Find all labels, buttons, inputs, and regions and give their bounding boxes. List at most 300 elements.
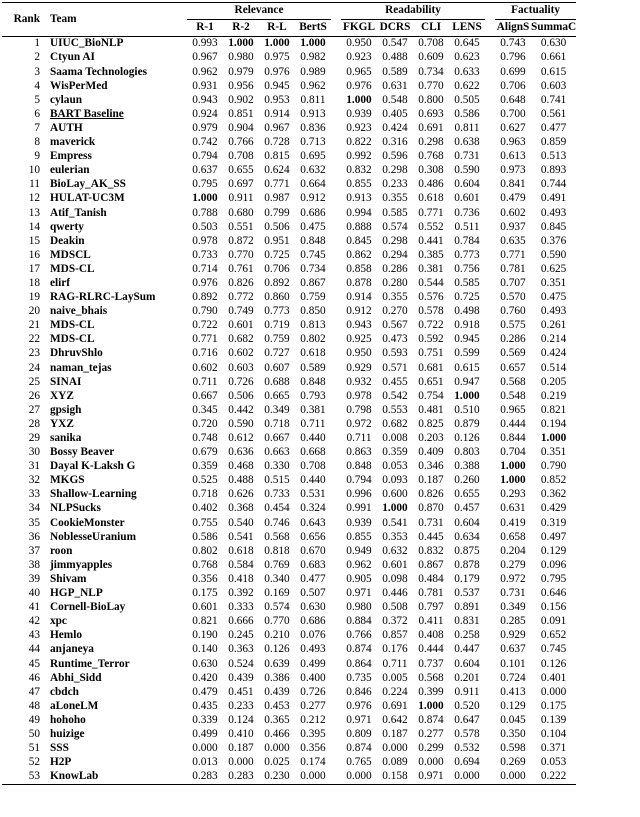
table-row xyxy=(2,657,576,671)
team-cell: Hemlo xyxy=(50,629,82,642)
metric-cell-fkgl: 0.832 xyxy=(346,164,372,177)
metric-cell-fkgl: 0.863 xyxy=(346,446,372,459)
team-cell: aLoneLM xyxy=(50,699,99,712)
metric-cell-lens: 0.879 xyxy=(454,417,480,430)
metric-cell-aligns: 0.548 xyxy=(500,389,526,402)
metric-cell-summac: 0.615 xyxy=(540,65,567,78)
metric-cell-fkgl: 0.858 xyxy=(346,262,372,275)
metric-cell-summac: 0.261 xyxy=(540,319,567,332)
table-row xyxy=(2,65,576,79)
metric-cell-summac: 0.661 xyxy=(540,51,567,64)
metric-cell-fkgl: 0.766 xyxy=(346,629,372,642)
metric-cell-lens: 0.604 xyxy=(454,657,480,670)
rank-cell: 42 xyxy=(28,615,40,628)
metric-cell-dcrs: 0.488 xyxy=(382,51,408,64)
metric-cell-dcrs: 0.280 xyxy=(382,276,408,289)
metric-cell-dcrs: 0.548 xyxy=(382,93,408,106)
metric-cell-lens: 0.447 xyxy=(454,643,480,656)
metric-cell-r1: 0.967 xyxy=(192,51,218,64)
metric-cell-rl: 0.799 xyxy=(264,206,290,219)
rank-cell: 44 xyxy=(28,643,40,656)
metric-cell-fkgl: 0.864 xyxy=(346,657,372,670)
team-cell: Abhi_Sidd xyxy=(50,671,102,684)
metric-cell-lens: 0.537 xyxy=(454,587,480,600)
team-cell: MKGS xyxy=(50,474,85,487)
metric-cell-berts: 0.589 xyxy=(300,361,326,374)
metric-cell-aligns: 0.413 xyxy=(500,685,526,698)
metric-cell-fkgl: 0.809 xyxy=(346,727,372,740)
metric-cell-rl: 0.860 xyxy=(264,291,290,304)
team-cell: roon xyxy=(50,544,73,557)
metric-cell-r1: 0.718 xyxy=(192,488,218,501)
metric-cell-summac: 0.091 xyxy=(540,615,567,628)
metric-cell-lens: 0.590 xyxy=(454,164,480,177)
relevance-group-header: Relevance xyxy=(187,3,331,20)
metric-cell-berts: 0.848 xyxy=(300,234,326,247)
table-row xyxy=(2,474,576,488)
metric-cell-r1: 0.993 xyxy=(187,37,223,52)
metric-cell-lens: 0.945 xyxy=(454,333,480,346)
metric-cell-fkgl: 0.878 xyxy=(346,276,372,289)
metric-cell-berts: 0.793 xyxy=(300,389,326,402)
metric-cell-r1: 0.771 xyxy=(192,333,218,346)
metric-cell-r1: 0.190 xyxy=(192,629,218,642)
table-row xyxy=(2,178,576,192)
metric-cell-berts: 0.618 xyxy=(300,347,326,360)
metric-cell-rl: 0.706 xyxy=(264,262,290,275)
metric-cell-dcrs: 1.000 xyxy=(382,502,408,515)
metric-header-r2: R-2 xyxy=(232,21,250,34)
table-row xyxy=(2,403,576,417)
metric-cell-r2: 0.283 xyxy=(223,770,259,785)
metric-cell-r2: 0.655 xyxy=(228,164,254,177)
metric-cell-summac: 0.319 xyxy=(540,516,567,529)
team-cell: huizige xyxy=(50,727,85,740)
metric-cell-aligns: 0.707 xyxy=(500,276,526,289)
metric-cell-lens: 0.911 xyxy=(454,685,480,698)
metric-cell-lens: 0.457 xyxy=(454,502,480,515)
metric-cell-r1: 0.503 xyxy=(192,220,218,233)
metric-cell-cli: 0.722 xyxy=(418,319,444,332)
table-row xyxy=(2,51,576,65)
metric-cell-cli: 0.781 xyxy=(418,587,444,600)
metric-cell-berts: 0.507 xyxy=(300,587,326,600)
metric-cell-aligns: 0.045 xyxy=(500,713,526,726)
metric-cell-fkgl: 0.798 xyxy=(346,403,372,416)
table-row xyxy=(2,643,576,657)
metric-cell-berts: 0.708 xyxy=(300,460,326,473)
metric-cell-r2: 0.584 xyxy=(228,558,254,571)
metric-cell-aligns: 0.972 xyxy=(500,572,526,585)
team-cell: Shallow-Learning xyxy=(50,488,137,501)
metric-cell-berts: 0.811 xyxy=(300,93,326,106)
metric-cell-berts: 0.630 xyxy=(300,601,326,614)
table-row xyxy=(2,544,576,558)
metric-cell-aligns: 0.973 xyxy=(500,164,526,177)
metric-cell-r1: 0.924 xyxy=(192,107,218,120)
metric-cell-rl: 0.386 xyxy=(264,671,290,684)
metric-cell-rl: 0.330 xyxy=(264,460,290,473)
metric-cell-aligns: 0.613 xyxy=(500,150,526,163)
rank-cell: 4 xyxy=(34,79,40,92)
metric-cell-cli: 0.770 xyxy=(418,79,444,92)
metric-cell-summac: 0.497 xyxy=(540,530,567,543)
metric-cell-cli: 0.381 xyxy=(418,262,444,275)
table-row xyxy=(2,573,576,587)
metric-cell-r2: 0.488 xyxy=(228,474,254,487)
metric-cell-r2: 0.410 xyxy=(228,727,254,740)
metric-cell-aligns: 0.598 xyxy=(500,742,526,755)
metric-cell-berts: 0.493 xyxy=(300,643,326,656)
metric-cell-rl: 0.953 xyxy=(264,93,290,106)
metric-cell-r1: 0.794 xyxy=(192,150,218,163)
rank-cell: 50 xyxy=(28,727,40,740)
metric-cell-r1: 0.742 xyxy=(192,136,218,149)
metric-cell-cli: 0.771 xyxy=(418,206,444,219)
metric-cell-dcrs: 0.298 xyxy=(382,234,408,247)
metric-cell-cli: 0.797 xyxy=(418,601,444,614)
table-row xyxy=(2,93,576,107)
metric-cell-dcrs: 0.089 xyxy=(382,756,408,769)
rank-cell: 13 xyxy=(28,206,40,219)
metric-cell-r1: 0.802 xyxy=(192,544,218,557)
metric-cell-fkgl: 0.905 xyxy=(346,572,372,585)
metric-cell-dcrs: 0.446 xyxy=(382,587,408,600)
metric-cell-aligns: 0.349 xyxy=(500,601,526,614)
metric-cell-fkgl: 0.965 xyxy=(346,65,372,78)
metric-cell-lens: 0.731 xyxy=(454,150,480,163)
metric-cell-aligns: 0.569 xyxy=(500,347,526,360)
rank-cell: 17 xyxy=(28,262,40,275)
metric-cell-aligns: 0.724 xyxy=(500,671,526,684)
rank-cell: 14 xyxy=(28,220,40,233)
team-cell: SSS xyxy=(50,742,69,755)
metric-cell-dcrs: 0.631 xyxy=(382,79,408,92)
metric-cell-cli: 0.731 xyxy=(418,516,444,529)
metric-cell-lens: 0.875 xyxy=(454,544,480,557)
metric-cell-r1: 0.601 xyxy=(192,601,218,614)
metric-cell-r2: 0.602 xyxy=(228,347,254,360)
metric-cell-aligns: 0.771 xyxy=(500,248,526,261)
metric-cell-cli: 0.486 xyxy=(418,178,444,191)
metric-cell-dcrs: 0.005 xyxy=(382,671,408,684)
metric-cell-fkgl: 0.735 xyxy=(346,671,372,684)
metric-cell-dcrs: 0.359 xyxy=(382,446,408,459)
team-cell: MDS-CL xyxy=(50,333,95,346)
metric-cell-summac: 0.845 xyxy=(540,220,567,233)
metric-cell-r2: 0.872 xyxy=(228,234,254,247)
team-cell: Shivam xyxy=(50,572,87,585)
metric-cell-cli: 0.409 xyxy=(418,446,444,459)
metric-cell-r1: 0.479 xyxy=(192,685,218,698)
metric-cell-fkgl: 0.950 xyxy=(341,37,377,52)
metric-cell-dcrs: 0.541 xyxy=(382,516,408,529)
metric-cell-dcrs: 0.711 xyxy=(382,657,408,670)
rank-cell: 52 xyxy=(28,756,40,769)
rank-cell: 21 xyxy=(28,319,40,332)
metric-cell-cli: 0.754 xyxy=(418,389,444,402)
metric-cell-rl: 0.574 xyxy=(264,601,290,614)
metric-cell-summac: 0.129 xyxy=(540,544,567,557)
metric-cell-rl: 0.624 xyxy=(264,164,290,177)
metric-cell-lens: 0.179 xyxy=(454,572,480,585)
metric-cell-dcrs: 0.691 xyxy=(382,699,408,712)
rank-cell: 27 xyxy=(28,403,40,416)
rank-cell: 40 xyxy=(28,587,40,600)
metric-cell-dcrs: 0.553 xyxy=(382,403,408,416)
table-row xyxy=(2,615,576,629)
metric-cell-summac: 0.401 xyxy=(540,671,567,684)
table-row xyxy=(2,629,576,643)
team-cell: MDS-CL xyxy=(50,262,95,275)
metric-cell-berts: 0.836 xyxy=(300,121,326,134)
metric-cell-fkgl: 0.992 xyxy=(346,150,372,163)
metric-cell-r2: 0.618 xyxy=(228,544,254,557)
metric-cell-berts: 0.867 xyxy=(300,276,326,289)
metric-cell-rl: 0.466 xyxy=(264,727,290,740)
metric-cell-dcrs: 0.355 xyxy=(382,291,408,304)
team-cell: Cornell-BioLay xyxy=(50,601,126,614)
metric-cell-r2: 0.851 xyxy=(228,107,254,120)
metric-cell-rl: 0.568 xyxy=(264,530,290,543)
table-row xyxy=(2,530,576,544)
rank-cell: 18 xyxy=(28,276,40,289)
metric-cell-berts: 0.686 xyxy=(300,206,326,219)
metric-cell-cli: 0.826 xyxy=(418,488,444,501)
metric-cell-lens: 0.803 xyxy=(454,446,480,459)
metric-cell-r2: 0.368 xyxy=(228,502,254,515)
metric-cell-r1: 0.356 xyxy=(192,572,218,585)
metric-cell-fkgl: 0.923 xyxy=(346,51,372,64)
table-row xyxy=(2,291,576,305)
metric-cell-fkgl: 0.962 xyxy=(346,558,372,571)
table-row xyxy=(2,206,576,220)
metric-cell-lens: 0.520 xyxy=(454,699,480,712)
team-cell: HULAT-UC3M xyxy=(50,192,125,205)
metric-cell-berts: 0.695 xyxy=(300,150,326,163)
metric-cell-lens: 0.510 xyxy=(454,403,480,416)
metric-cell-aligns: 0.631 xyxy=(500,502,526,515)
table-row xyxy=(2,122,576,136)
metric-cell-r2: 0.770 xyxy=(228,248,254,261)
metric-cell-summac: 0.424 xyxy=(540,347,567,360)
metric-cell-rl: 0.607 xyxy=(264,361,290,374)
metric-cell-dcrs: 0.224 xyxy=(382,685,408,698)
metric-cell-fkgl: 0.949 xyxy=(346,544,372,557)
metric-cell-rl: 0.976 xyxy=(264,65,290,78)
metric-cell-cli: 0.568 xyxy=(418,671,444,684)
metric-cell-r2: 0.540 xyxy=(228,516,254,529)
metric-cell-dcrs: 0.642 xyxy=(382,713,408,726)
metric-cell-fkgl: 0.855 xyxy=(346,178,372,191)
table-row xyxy=(2,192,576,206)
metric-cell-fkgl: 0.991 xyxy=(346,502,372,515)
rank-cell: 3 xyxy=(34,65,40,78)
metric-cell-rl: 0.365 xyxy=(264,713,290,726)
metric-cell-r2: 0.524 xyxy=(228,657,254,670)
metric-cell-fkgl: 0.978 xyxy=(346,389,372,402)
metric-cell-lens: 0.498 xyxy=(454,305,480,318)
metric-cell-cli: 0.825 xyxy=(418,417,444,430)
metric-cell-berts: 0.000 xyxy=(295,770,331,785)
metric-cell-fkgl: 0.950 xyxy=(346,347,372,360)
metric-cell-cli: 0.651 xyxy=(418,375,444,388)
metric-cell-dcrs: 0.567 xyxy=(382,319,408,332)
metric-cell-r1: 0.978 xyxy=(192,234,218,247)
team-cell: XYZ xyxy=(50,389,74,402)
metric-cell-cli: 0.576 xyxy=(418,291,444,304)
metric-cell-r1: 0.499 xyxy=(192,727,218,740)
metric-cell-cli: 0.708 xyxy=(413,37,449,52)
metric-cell-dcrs: 0.405 xyxy=(382,107,408,120)
metric-cell-aligns: 0.285 xyxy=(500,615,526,628)
metric-cell-fkgl: 0.822 xyxy=(346,136,372,149)
metric-cell-r1: 0.402 xyxy=(192,502,218,515)
table-row xyxy=(2,714,576,728)
rank-cell: 41 xyxy=(28,601,40,614)
metric-cell-lens: 0.505 xyxy=(454,93,480,106)
metric-cell-rl: 0.951 xyxy=(264,234,290,247)
metric-cell-r1: 0.283 xyxy=(187,770,223,785)
table-row xyxy=(2,375,576,389)
metric-cell-rl: 0.515 xyxy=(264,474,290,487)
metric-cell-r2: 0.245 xyxy=(228,629,254,642)
metric-cell-aligns: 1.000 xyxy=(500,474,526,487)
team-cell: RAG-RLRC-LaySum xyxy=(50,291,156,304)
rank-cell: 2 xyxy=(34,51,40,64)
rank-cell: 34 xyxy=(28,502,40,515)
metric-cell-lens: 0.586 xyxy=(454,107,480,120)
metric-header-dcrs: DCRS xyxy=(379,21,411,34)
team-cell: NoblesseUranium xyxy=(50,530,136,543)
metric-cell-summac: 0.821 xyxy=(540,403,567,416)
metric-cell-lens: 1.000 xyxy=(454,389,480,402)
metric-cell-r2: 0.233 xyxy=(228,699,254,712)
metric-cell-dcrs: 0.294 xyxy=(382,248,408,261)
metric-cell-summac: 0.561 xyxy=(540,107,567,120)
metric-cell-aligns: 0.700 xyxy=(500,107,526,120)
metric-cell-lens: 0.756 xyxy=(454,262,480,275)
metric-cell-rl: 0.746 xyxy=(264,516,290,529)
metric-cell-lens: 0.000 xyxy=(449,770,485,785)
team-cell: DhruvShlo xyxy=(50,347,103,360)
metric-cell-berts: 0.664 xyxy=(300,178,326,191)
metric-cell-lens: 0.604 xyxy=(454,516,480,529)
table-row xyxy=(2,488,576,502)
results-table xyxy=(2,2,576,785)
metric-cell-summac: 0.603 xyxy=(540,79,567,92)
metric-cell-r1: 0.722 xyxy=(192,319,218,332)
metric-cell-aligns: 1.000 xyxy=(500,460,526,473)
metric-cell-berts: 0.531 xyxy=(300,488,326,501)
metric-cell-dcrs: 0.372 xyxy=(382,615,408,628)
team-cell: AUTH xyxy=(50,121,83,134)
metric-cell-berts: 0.395 xyxy=(300,727,326,740)
metric-cell-r2: 0.590 xyxy=(228,417,254,430)
table-row xyxy=(2,333,576,347)
metric-cell-r1: 0.748 xyxy=(192,432,218,445)
metric-cell-summac: 0.859 xyxy=(540,136,567,149)
metric-cell-lens: 0.633 xyxy=(454,65,480,78)
rank-cell: 47 xyxy=(28,685,40,698)
metric-cell-berts: 0.683 xyxy=(300,558,326,571)
team-cell: jimmyapples xyxy=(50,558,113,571)
metric-cell-aligns: 0.844 xyxy=(500,432,526,445)
metric-cell-cli: 0.691 xyxy=(418,121,444,134)
metric-cell-r2: 0.708 xyxy=(228,150,254,163)
metric-cell-lens: 0.126 xyxy=(454,432,480,445)
metric-cell-r1: 0.976 xyxy=(192,276,218,289)
team-cell: hohoho xyxy=(50,713,86,726)
metric-cell-berts: 0.643 xyxy=(300,516,326,529)
metric-cell-dcrs: 0.585 xyxy=(382,206,408,219)
metric-cell-lens: 0.725 xyxy=(454,291,480,304)
metric-cell-r1: 0.420 xyxy=(192,671,218,684)
metric-cell-fkgl: 0.976 xyxy=(346,699,372,712)
metric-cell-cli: 0.751 xyxy=(418,347,444,360)
team-cell: SINAI xyxy=(50,375,82,388)
metric-cell-summac: 0.351 xyxy=(540,446,567,459)
table-row xyxy=(2,305,576,319)
metric-cell-cli: 0.618 xyxy=(418,192,444,205)
team-cell: BART Baseline xyxy=(50,107,124,120)
metric-cell-dcrs: 0.508 xyxy=(382,601,408,614)
metric-cell-r2: 0.911 xyxy=(228,192,254,205)
metric-cell-fkgl: 0.976 xyxy=(346,79,372,92)
table-row xyxy=(2,37,576,52)
metric-cell-aligns: 0.269 xyxy=(500,756,526,769)
metric-cell-berts: 0.277 xyxy=(300,699,326,712)
metric-cell-fkgl: 0.711 xyxy=(346,432,372,445)
metric-cell-cli: 1.000 xyxy=(418,699,444,712)
metric-cell-summac: 0.156 xyxy=(540,601,567,614)
metric-cell-summac: 0.795 xyxy=(540,572,567,585)
metric-cell-berts: 0.982 xyxy=(300,51,326,64)
metric-cell-r2: 0.506 xyxy=(228,389,254,402)
metric-cell-aligns: 0.419 xyxy=(500,516,526,529)
metric-cell-cli: 0.308 xyxy=(418,164,444,177)
table-body xyxy=(2,37,576,785)
metric-cell-fkgl: 0.848 xyxy=(346,460,372,473)
metric-cell-cli: 0.481 xyxy=(418,403,444,416)
metric-cell-r1: 0.943 xyxy=(192,93,218,106)
metric-cell-r2: 0.363 xyxy=(228,643,254,656)
metric-cell-fkgl: 0.846 xyxy=(346,685,372,698)
metric-cell-r1: 1.000 xyxy=(192,192,218,205)
metric-cell-dcrs: 0.176 xyxy=(382,643,408,656)
metric-cell-cli: 0.971 xyxy=(413,770,449,785)
metric-cell-berts: 0.848 xyxy=(300,375,326,388)
metric-cell-aligns: 0.657 xyxy=(500,361,526,374)
table-row xyxy=(2,220,576,234)
metric-cell-summac: 0.205 xyxy=(540,375,567,388)
metric-cell-fkgl: 0.874 xyxy=(346,742,372,755)
metric-cell-summac: 0.126 xyxy=(540,657,567,670)
metric-cell-r2: 0.904 xyxy=(228,121,254,134)
metric-cell-rl: 0.967 xyxy=(264,121,290,134)
metric-cell-fkgl: 0.912 xyxy=(346,305,372,318)
metric-cell-fkgl: 0.914 xyxy=(346,291,372,304)
metric-cell-cli: 0.408 xyxy=(418,629,444,642)
metric-cell-fkgl: 0.923 xyxy=(346,121,372,134)
table-row xyxy=(2,234,576,248)
metric-cell-lens: 0.599 xyxy=(454,347,480,360)
metric-cell-r1: 0.790 xyxy=(192,305,218,318)
metric-cell-fkgl: 0.888 xyxy=(346,220,372,233)
metric-cell-fkgl: 1.000 xyxy=(346,93,372,106)
team-cell: UIUC_BioNLP xyxy=(46,37,187,52)
metric-cell-r1: 0.000 xyxy=(192,742,218,755)
